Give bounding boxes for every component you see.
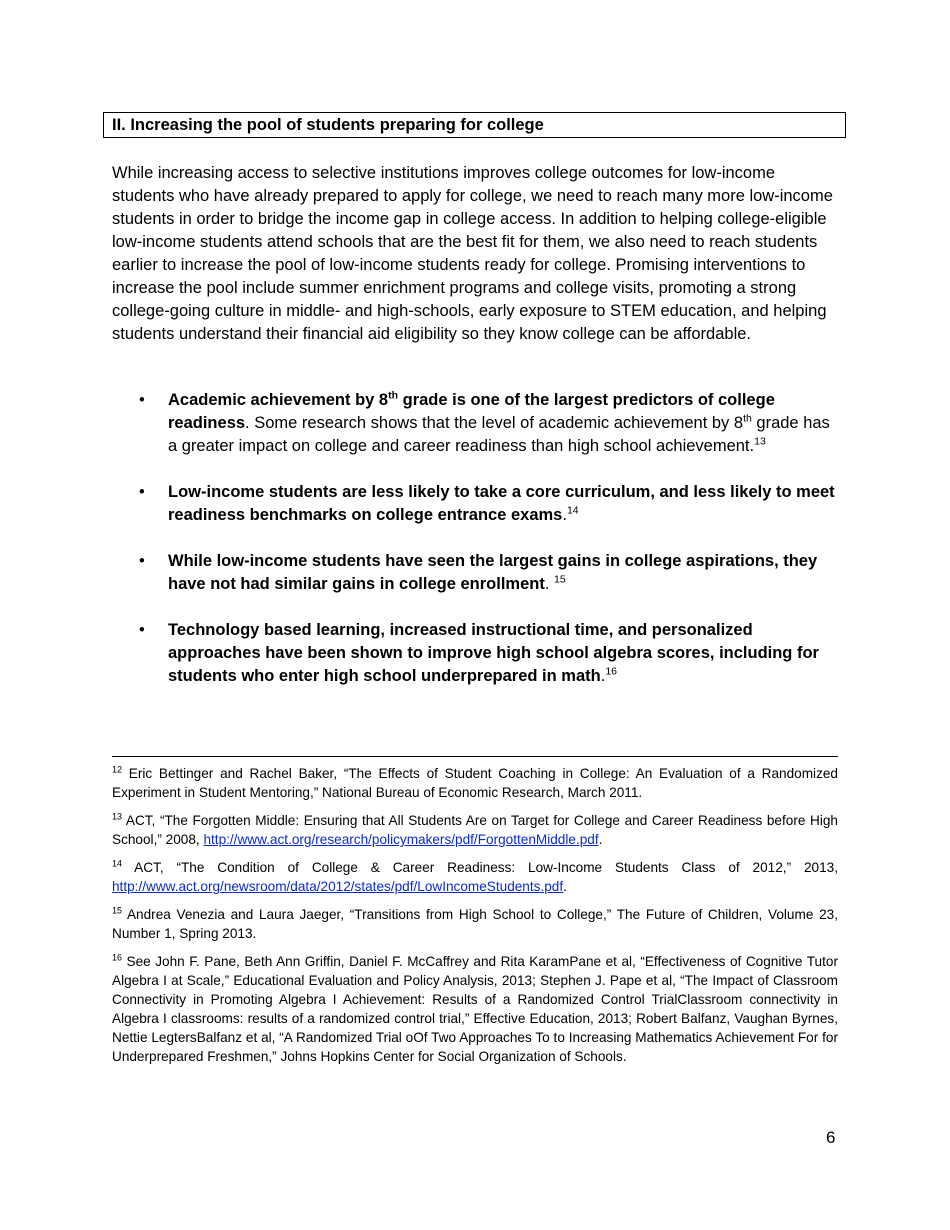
finding-text: . — [600, 667, 606, 685]
footnote-15: $^{15}$ Andrea Venezia and Laura Jaeger, “Transitions from High School to College,” The Future of Children, Volume 23, Number 1, Spring 2013. — [112, 905, 838, 941]
section-heading: II. Increasing the pool of students preparing for college — [103, 112, 846, 138]
footnotes — [112, 764, 838, 1075]
footnote-14: $^{14}$ ACT, “The Condition of College & Career Readiness: Low-Income Students Class of 2012,” 2013, http://www.act.org/newsroom/data/2012/states/pdf/LowIncomeStudents.pdf. — [112, 858, 838, 894]
list-item — [112, 481, 840, 527]
footnote-divider — [112, 756, 838, 757]
footnote-ref[interactable]: 16 — [605, 665, 617, 678]
finding-text: . — [544, 575, 555, 593]
bullet-icon: • — [139, 391, 145, 409]
key-findings-list — [112, 389, 840, 711]
finding-text: . Some research shows that the level of academic achievement by 8th grade has a greater impact on college and career readiness than high school achievement. — [168, 412, 830, 455]
footnote-ref[interactable]: 15 — [554, 573, 566, 586]
footnote-number: 14 — [112, 858, 123, 869]
footnote-16: $^{16}$ See John F. Pane, Beth Ann Griffin, Daniel F. McCaffrey and Rita KaramPane et al, “Effectiveness of Cognitive Tutor Algebra I at Scale,” Educational Evaluation and Policy Analysis, 2013; Stephen J. Pape et al, “The Impact of Classroom Connectivity in Promoting Algebra I Achievement: Results of a Randomized Control TrialClassroom connectivity in Algebra I classrooms: results of a randomized control trial,” Effective Education, 2013; Robert Balfanz, Vaughan Byrnes, Nettie LegtersBalfanz et al, “A Randomized Trial oOf Two Approaches To to Increasing Mathematics Achievement For for Underprepared Freshmen,” Johns Hopkins Center for Social Organization of Schools. — [112, 952, 838, 1064]
finding-text: . — [562, 506, 567, 524]
forgotten-middle-link[interactable]: http://www.act.org/research/policymakers/pdf/ForgottenMiddle.pdf — [203, 832, 599, 847]
finding-bold: Technology based learning, increased instructional time, and personalized approaches have been shown to improve high school algebra scores, including for students who enter high school underprepared in math — [168, 621, 819, 685]
list-item — [112, 619, 840, 688]
footnote-ref[interactable]: 14 — [566, 504, 579, 517]
finding-bold: Academic achievement by 8th grade is one of the largest predictors of college readiness — [168, 389, 775, 432]
footnote-13: $^{13}$ ACT, “The Forgotten Middle: Ensuring that All Students Are on Target for College and Career Readiness before High School,” 2008, http://www.act.org/research/policymakers/pdf/ForgottenMiddle.pdf. — [112, 811, 838, 847]
bullet-icon: • — [139, 621, 145, 639]
footnote-number: 12 — [112, 764, 123, 775]
footnote-ref[interactable]: 13 — [754, 435, 766, 448]
bullet-icon: • — [139, 483, 145, 501]
page-number: 6 — [826, 1128, 836, 1147]
footnote-number: 16 — [112, 952, 123, 963]
footnote-number: 13 — [112, 811, 123, 822]
list-item — [112, 550, 840, 596]
bullet-icon: • — [139, 552, 145, 570]
footnote-number: 15 — [112, 905, 123, 916]
low-income-students-link[interactable]: http://www.act.org/newsroom/data/2012/states/pdf/LowIncomeStudents.pdf — [112, 879, 564, 894]
footnote-12: $^{12}$ Eric Bettinger and Rachel Baker, “The Effects of Student Coaching in College: An Evaluation of a Randomized Experiment in Student Mentoring,” National Bureau of Economic Research, March 2011. — [112, 764, 838, 800]
intro-paragraph: While increasing access to selective institutions improves college outcomes for low-income students who have already prepared to apply for college, we need to reach many more low-income students in order to bridge the income gap in college access. In addition to helping college-eligible low-income students attend schools that are the best fit for them, we also need to reach students earlier to increase the pool of low-income students ready for college. Promising interventions to increase the pool include summer enrichment programs and college visits, promoting a strong college-going culture in middle- and high-schools, early exposure to STEM education, and helping students understand their financial aid eligibility so they know college can be affordable. — [112, 164, 833, 343]
finding-bold: Low-income students are less likely to take a core curriculum, and less likely to meet readiness benchmarks on college entrance exams — [168, 483, 835, 524]
list-item — [112, 389, 840, 458]
finding-bold: While low-income students have seen the largest gains in college aspirations, they have not had similar gains in college enrollment — [168, 552, 818, 593]
